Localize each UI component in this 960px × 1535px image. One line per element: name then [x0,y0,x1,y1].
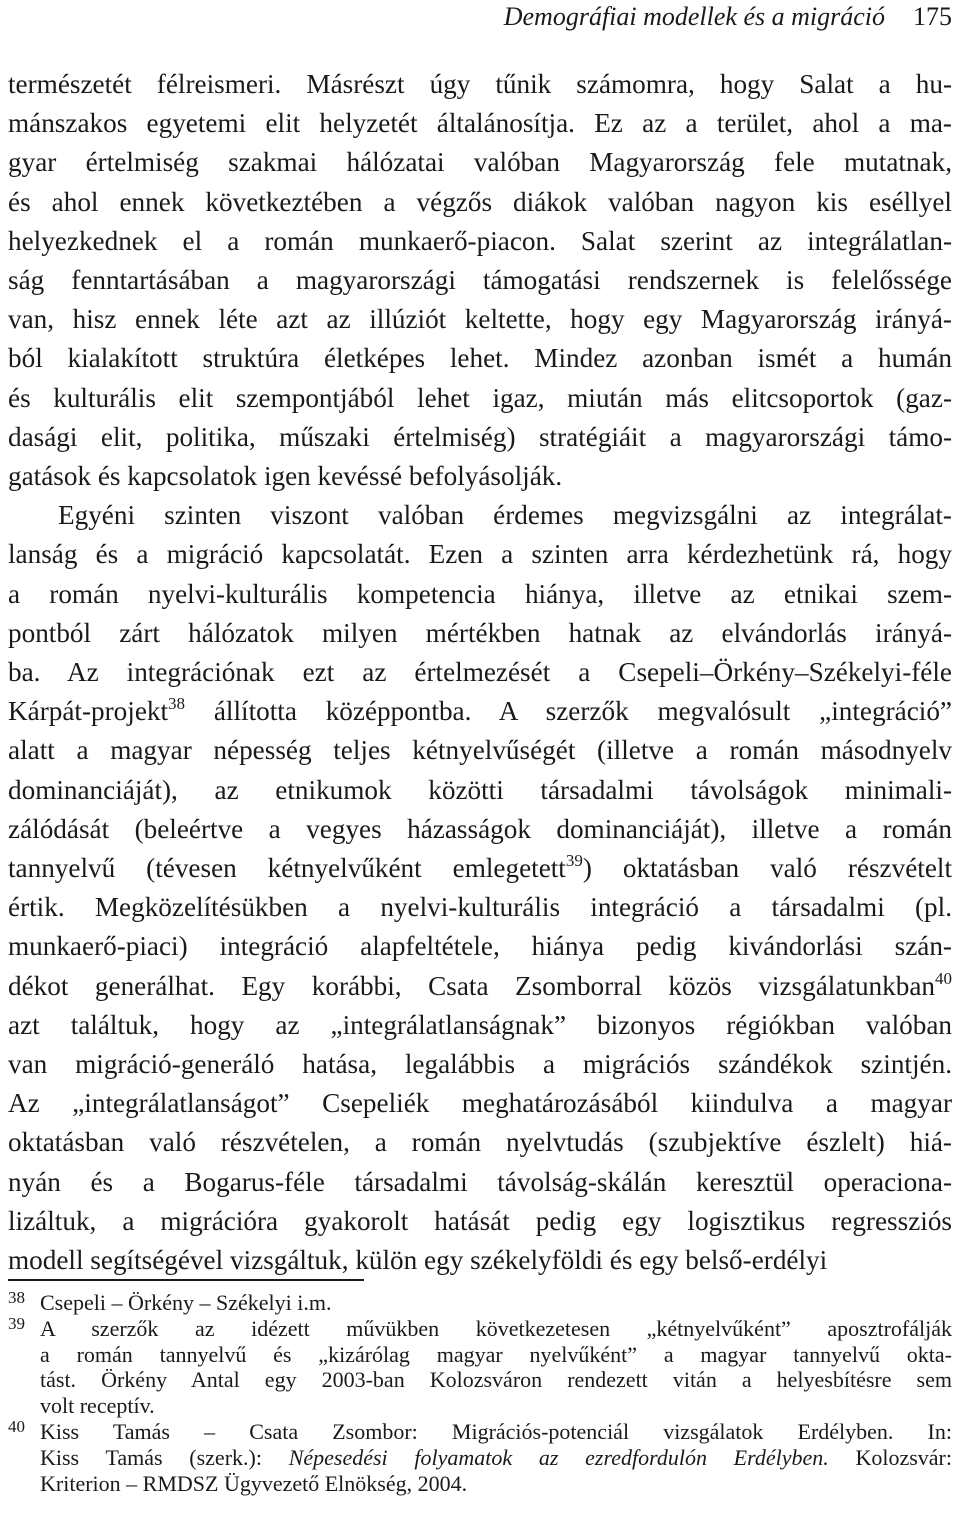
running-head [8,2,952,34]
paragraph-2-line: azt találtuk, hogy az „integrálatlanságnak” bizonyos régiókban valóban [8,1009,952,1040]
footnote-line: a román tannyelvű és „kizárólag magyar nyelvűként” a magyar tannyelvű okta- [40,1341,952,1367]
running-head-title: Demográfiai modellek és a migráció [503,2,885,31]
footnote-line: Kiss Tamás – Csata Zsombor: Migrációs-potenciál vizsgálatok Erdélyben. In: [40,1418,952,1444]
footnote-line: tást. Örkény Antal egy 2003-ban Kolozsváron rendezett vitán a helyesbítésre sem [40,1367,952,1393]
paragraph-1-line: gyar értelmiség szakmai hálózatai valóban Magyarország fele mutatnak, [8,147,952,178]
paragraph-1-line: ból kialakított struktúra életképes lehet. Mindez azonban ismét a humán [8,343,952,374]
footnote-number: 38 [8,1288,25,1307]
paragraph-1-line: és kulturális elit szempontjából lehet igaz, miután más elitcsoportok (gaz- [8,382,952,413]
footnote-line: A szerzők az idézett művükben következetesen „kétnyelvűként” aposztrofálják [40,1315,952,1341]
footnotes [8,1290,952,1496]
footnote-38 [8,1290,952,1316]
paragraph-2-line: van migráció-generáló hatása, legalábbis a migrációs szándékok szintjén. [8,1049,952,1080]
footnote-39 [8,1313,952,1419]
footnote-number: 39 [8,1313,25,1333]
paragraph-1-line: mánszakos egyetemi elit helyzetét általánosítja. Ez az a terület, ahol a ma- [8,108,952,139]
paragraph-1-line: és ahol ennek következtében a végzős diákok valóban nagyon kis eséllyel [8,186,952,217]
paragraph-2-line: tannyelvű (tévesen kétnyelvűként emlegetett$^{39}$) oktatásban való részvételt [8,851,952,884]
paragraph-2-line: a román nyelvi-kulturális kompetencia hiánya, illetve az etnikai szem- [8,578,952,609]
footnote-number: 40 [8,1416,25,1436]
paragraph-1-line: gatások és kapcsolatok igen kevéssé befolyásolják. [8,461,563,492]
paragraph-1-line: dasági elit, politika, műszaki értelmiség) stratégiáit a magyarországi támo- [8,421,952,452]
paragraph-2-line: Egyéni szinten viszont valóban érdemes megvizsgálni az integrálat- [58,500,952,531]
paragraph-1-line: természetét félreismeri. Másrészt úgy tűnik számomra, hogy Salat a hu- [8,69,952,99]
paragraph-2-line: nyán és a Bogarus-féle társadalmi távolság-skálán keresztül operaciona- [8,1166,952,1197]
paragraph-2-line: Az „integrálatlanságot” Csepeliék meghatározásából kiindulva a magyar [8,1088,952,1119]
footnote-line: Csepeli – Örkény – Székelyi i.m. [40,1290,332,1315]
paragraph-2-line: zálódását (beleértve a vegyes házasságok dominanciáját), illetve a román [8,813,952,844]
paragraph-2-line: alatt a magyar népesség teljes kétnyelvűségét (illetve a román másodnyelv [8,735,952,766]
footnote-reference[interactable]: 40 [935,968,952,988]
paragraph-2-line: modell segítségével vizsgáltuk, külön egy székelyföldi és egy belső-erdélyi [8,1245,828,1276]
footnote-reference[interactable]: 38 [168,694,186,714]
paragraph-1-line: van, hisz ennek léte azt az illúziót keltette, hogy egy Magyarország irányá- [8,304,952,335]
paragraph-2-line: oktatásban való részvételen, a román nyelvtudás (szubjektíve észlelt) hiá- [8,1127,952,1158]
paragraph-1-line: helyezkednek el a román munkaerő-piacon. Salat szerint az integrálatlan- [8,225,952,256]
paragraph-1-line: ság fenntartásában a magyarországi támogatási rendszernek is felelőssége [8,265,952,296]
book-title: Népesedési folyamatok az ezredfordulón Erdélyben. [288,1444,829,1470]
paragraph-2-line: dominanciáját), az etnikumok közötti társadalmi távolságok minimali- [8,774,952,805]
page-number: 175 [913,2,952,31]
footnote-line: volt receptív. [40,1393,155,1419]
footnote-40 [8,1416,952,1496]
paragraph-2-line: értik. Megközelítésükben a nyelvi-kulturális integráció a társadalmi (pl. [8,892,952,923]
footnote-reference[interactable]: 39 [565,851,583,871]
paragraph-2-line: lanság és a migráció kapcsolatát. Ezen a szinten arra kérdezhetünk rá, hogy [8,539,952,570]
paragraph-2-line: ba. Az integrációnak ezt az értelmezését a Csepeli–Örkény–Székelyi-féle [8,657,952,688]
paragraph-2-line: munkaerő-piaci) integráció alapfeltétele, hiánya pedig kivándorlási szán- [8,931,952,962]
body-text [8,65,952,1280]
footnote-line: Kiss Tamás (szerk.): Népesedési folyamatok az ezredfordulón Erdélyben. Kolozsvár: [40,1444,952,1470]
paragraph-2-line: dékot generálhat. Egy korábbi, Csata Zsomborral közös vizsgálatunkban$^{40}$ [8,968,952,1001]
paragraph-2-line: lizáltuk, a migrációra gyakorolt hatását pedig egy logisztikus regressziós [8,1205,952,1236]
footnote-line: Kriterion – RMDSZ Ügyvezető Elnökség, 2004. [40,1470,468,1496]
footnote-rule [8,1279,364,1281]
paragraph-2-line: Kárpát-projekt$^{38}$ állította középpontba. A szerzők megvalósult „integráció” [8,694,952,727]
paragraph-2-line: pontból zárt hálózatok milyen mértékben hatnak az elvándorlás irányá- [8,617,952,648]
